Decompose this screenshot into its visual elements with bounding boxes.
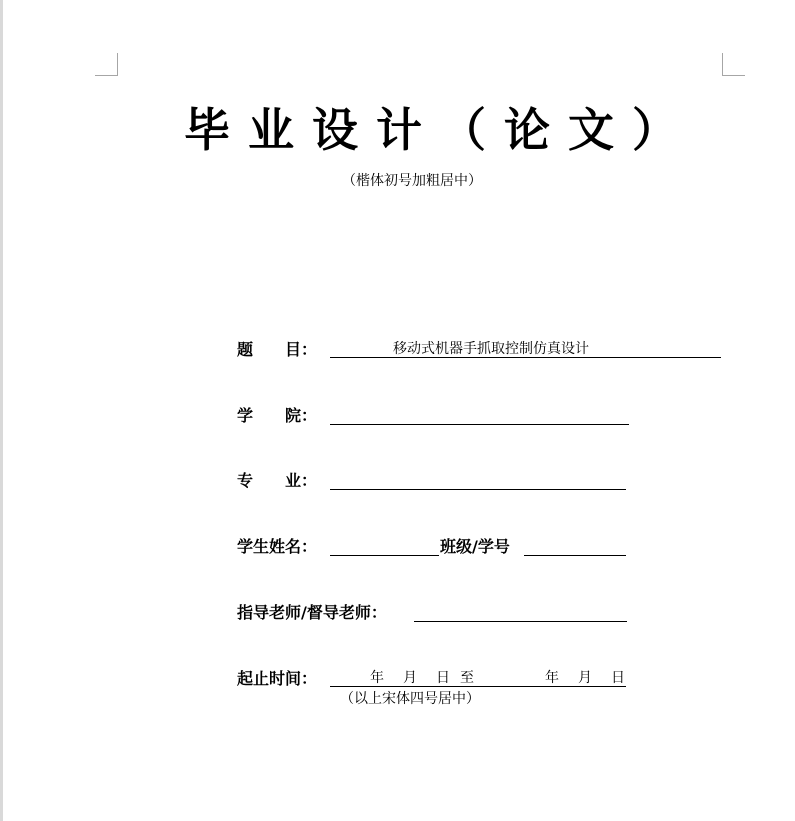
period-month-end: 月 <box>578 670 592 686</box>
period-to: 至 <box>460 670 474 686</box>
topic-value[interactable]: 移动式机器手抓取控制仿真设计 <box>393 341 589 357</box>
student-name-field[interactable] <box>330 555 439 556</box>
info-format-note: （以上宋体四号居中） <box>340 691 480 707</box>
period-day-end: 日 <box>611 670 625 686</box>
college-field[interactable] <box>330 424 629 425</box>
period-label: 起止时间： <box>237 669 318 688</box>
student-name-label: 学生姓名： <box>237 537 318 556</box>
top-left-margin-mark <box>95 53 118 76</box>
college-label: 学 院： <box>237 406 318 425</box>
period-month-start: 月 <box>403 670 417 686</box>
topic-label: 题 目： <box>237 340 318 359</box>
period-day-start: 日 <box>436 670 450 686</box>
major-label: 专 业： <box>237 471 318 490</box>
title-format-note: （楷体初号加粗居中） <box>342 173 482 189</box>
major-field[interactable] <box>330 489 626 490</box>
advisor-field[interactable] <box>414 621 627 622</box>
advisor-label: 指导老师/督导老师： <box>237 603 387 622</box>
period-year-start: 年 <box>370 670 384 686</box>
class-id-field[interactable] <box>524 555 626 556</box>
page-title: 毕业设计（论文） <box>184 103 696 157</box>
period-year-end: 年 <box>545 670 559 686</box>
class-id-label: 班级/学号 <box>440 537 510 556</box>
top-right-margin-mark <box>722 53 745 76</box>
